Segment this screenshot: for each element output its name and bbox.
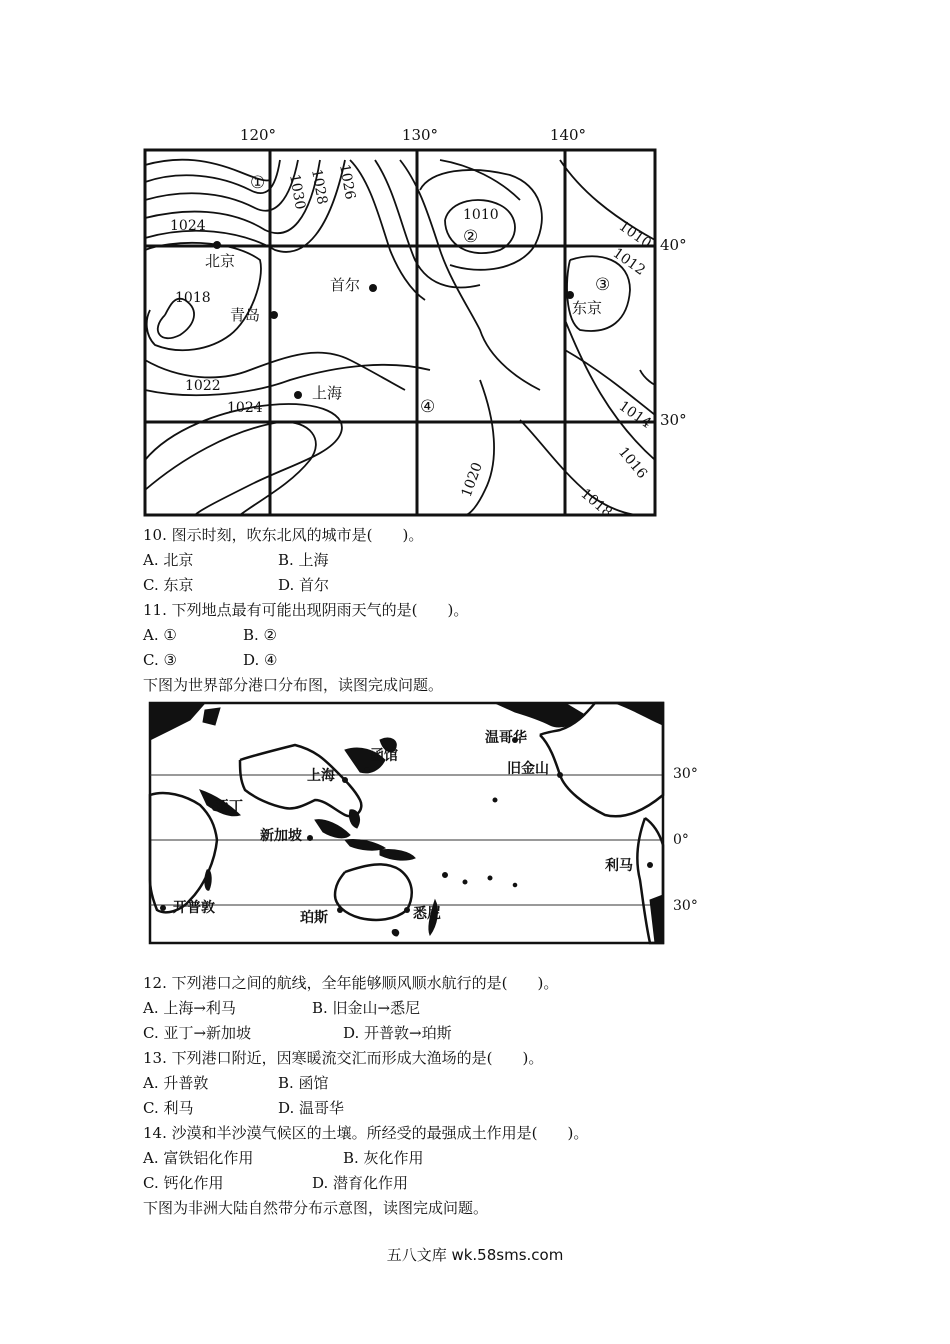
city-dot-shanghai <box>294 391 302 399</box>
port-markers <box>160 737 653 913</box>
city-dot-beijing <box>213 241 221 249</box>
q12-option-a: A. 上海→利马 <box>143 999 236 1017</box>
ports-lat-30n: 30° <box>673 766 698 782</box>
city-dot-seoul <box>369 284 377 292</box>
intro-africa: 下图为非洲大陆自然带分布示意图，读图完成问题。 <box>143 1199 489 1217</box>
isobar-map <box>140 120 700 525</box>
ports-map-svg <box>145 700 705 948</box>
isobar-label: 1018 <box>577 485 616 521</box>
lon-label-140: 140° <box>549 126 587 144</box>
q12-option-d: D. 开普敦→珀斯 <box>343 1024 452 1042</box>
port-label-lima: 利马 <box>605 858 633 874</box>
port-dot-hakodate <box>364 767 370 773</box>
intro-ports: 下图为世界部分港口分布图，读图完成问题。 <box>143 676 444 694</box>
ports-map-latitudes <box>150 775 663 905</box>
city-dot-tokyo <box>566 291 574 299</box>
lon-label-130: 130° <box>401 126 439 144</box>
isobar-lines <box>145 160 655 515</box>
city-label-tokyo: 东京 <box>572 299 603 317</box>
isobar-label: 1012 <box>609 245 649 279</box>
q13-option-c: C. 利马 <box>143 1099 194 1117</box>
ports-map-frame <box>150 703 663 943</box>
map-frame <box>145 150 655 515</box>
point-4: ④ <box>420 397 436 417</box>
port-dot-lima <box>647 862 653 868</box>
isobar-label: 1010 <box>615 218 655 252</box>
port-dot-cape-town <box>160 905 166 911</box>
isobar-label: 1014 <box>615 398 655 432</box>
port-label-aden: 亚丁 <box>215 799 243 815</box>
isobar-label: 1024 <box>170 218 206 234</box>
q14-option-c: C. 钙化作用 <box>143 1174 224 1192</box>
q13-option-d: D. 温哥华 <box>278 1099 345 1117</box>
isobar-label: 1030 <box>286 172 309 211</box>
q13-option-b: B. 函馆 <box>278 1074 329 1092</box>
footer-watermark: 五八文库 wk.58sms.com <box>386 1246 564 1264</box>
q11-option-b: B. ② <box>243 626 278 644</box>
port-label-vancouver: 温哥华 <box>485 730 527 746</box>
port-label-sydney: 悉尼 <box>413 906 441 922</box>
q10-option-b: B. 上海 <box>278 551 329 569</box>
q10-option-c: C. 东京 <box>143 576 194 594</box>
point-1: ① <box>250 173 266 193</box>
port-label-hakodate: 函馆 <box>370 748 398 764</box>
q11-option-c: C. ③ <box>143 651 177 669</box>
q12-option-c: C. 亚丁→新加坡 <box>143 1024 252 1042</box>
point-2: ② <box>463 227 479 247</box>
question-10-stem: 10. 图示时刻，吹东北风的城市是( )。 <box>143 526 424 544</box>
city-label-beijing: 北京 <box>205 252 236 270</box>
isobar-label: 1026 <box>336 162 359 201</box>
q14-option-a: A. 富铁铝化作用 <box>143 1149 254 1167</box>
question-12-stem: 12. 下列港口之间的航线，全年能够顺风顺水航行的是( )。 <box>143 974 559 992</box>
port-label-san-francisco: 旧金山 <box>507 761 549 777</box>
port-dot-sydney <box>404 907 410 913</box>
ports-map <box>145 700 705 948</box>
city-label-seoul: 首尔 <box>330 276 361 294</box>
q10-option-a: A. 北京 <box>143 551 194 569</box>
port-label-shanghai: 上海 <box>307 768 335 784</box>
isobar-labels <box>170 163 654 521</box>
q10-option-d: D. 首尔 <box>278 576 330 594</box>
question-14-stem: 14. 沙漠和半沙漠气候区的土壤。所经受的最强成土作用是( )。 <box>143 1124 589 1142</box>
port-dot-san-francisco <box>557 772 563 778</box>
lon-label-120: 120° <box>239 126 277 144</box>
question-13-stem: 13. 下列港口附近，因寒暖流交汇而形成大渔场的是( )。 <box>143 1049 544 1067</box>
lat-label-30: 30° <box>660 411 687 429</box>
lat-label-40: 40° <box>660 236 687 254</box>
port-label-singapore: 新加坡 <box>260 828 302 844</box>
port-dot-shanghai <box>342 777 348 783</box>
isobar-map-svg <box>140 120 700 525</box>
isobar-label: 1022 <box>185 378 221 394</box>
isobar-label: 1020 <box>458 460 486 500</box>
point-3: ③ <box>595 275 611 295</box>
q14-option-d: D. 潜育化作用 <box>312 1174 409 1192</box>
isobar-label: 1024 <box>227 400 263 416</box>
city-label-qingdao: 青岛 <box>230 306 261 324</box>
isobar-label: 1016 <box>614 444 651 482</box>
city-label-shanghai: 上海 <box>312 384 343 402</box>
question-11-stem: 11. 下列地点最有可能出现阴雨天气的是( )。 <box>143 601 469 619</box>
ports-lat-0: 0° <box>673 832 689 848</box>
isobar-label: 1018 <box>175 290 211 306</box>
numbered-points <box>250 173 610 417</box>
q14-option-b: B. 灰化作用 <box>343 1149 424 1167</box>
q13-option-a: A. 升普敦 <box>143 1074 209 1092</box>
q11-option-d: D. ④ <box>243 651 278 669</box>
isobar-label: 1028 <box>308 167 331 206</box>
port-dot-singapore <box>307 835 313 841</box>
port-dot-perth <box>337 907 343 913</box>
q12-option-b: B. 旧金山→悉尼 <box>312 999 421 1017</box>
city-markers <box>205 241 602 402</box>
isobar-label: 1010 <box>463 207 499 223</box>
city-dot-qingdao <box>270 311 278 319</box>
port-label-cape-town: 开普敦 <box>173 900 215 916</box>
q11-option-a: A. ① <box>143 626 177 644</box>
ports-lat-30s: 30° <box>673 898 698 914</box>
port-label-perth: 珀斯 <box>300 910 328 926</box>
land-masses <box>150 703 663 943</box>
